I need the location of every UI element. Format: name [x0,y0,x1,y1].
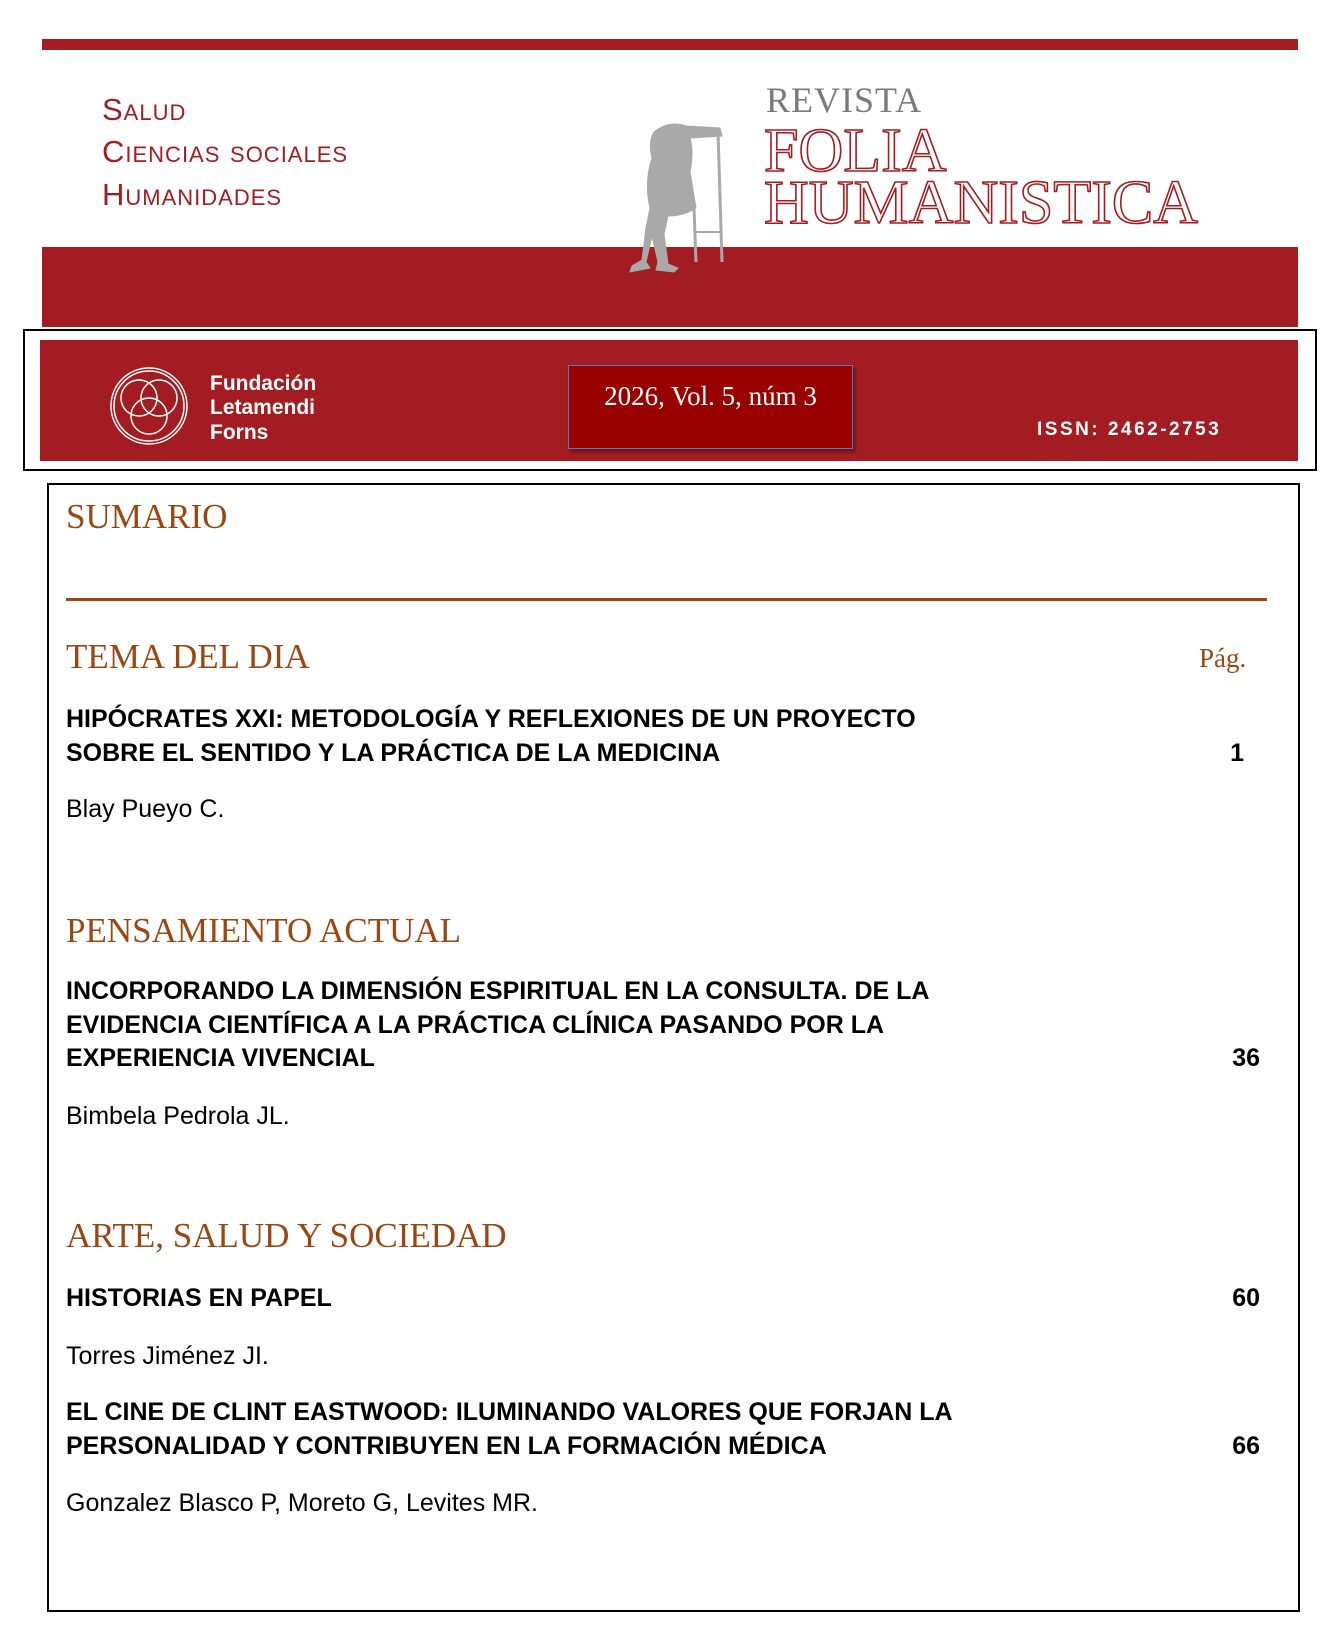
article-title[interactable]: HISTORIAS EN PAPEL [66,1284,332,1312]
article-title[interactable]: EXPERIENCIA VIVENCIAL [66,1044,375,1072]
article-page: 66 [1232,1432,1260,1460]
article-authors: Blay Pueyo C. [66,795,225,823]
article-page: 36 [1232,1044,1260,1072]
journal-prefix: REVISTA [766,80,923,120]
subject-salud: Salud [102,92,187,127]
journal-name-line2: HUMANISTICA [764,169,1198,237]
article-title[interactable]: EL CINE DE CLINT EASTWOOD: ILUMINANDO VALORES QUE FORJAN LA [66,1398,953,1426]
article-page: 60 [1232,1284,1260,1312]
article-title[interactable]: PERSONALIDAD Y CONTRIBUYEN EN LA FORMACIÓN MÉDICA [66,1432,827,1460]
article-authors: Bimbela Pedrola JL. [66,1102,290,1130]
journal-name-line1: FOLIA [764,117,947,185]
article-page: 1 [1230,739,1244,767]
top-rule [42,39,1298,50]
article-title[interactable]: EVIDENCIA CIENTÍFICA A LA PRÁCTICA CLÍNICA PASANDO POR LA [66,1011,885,1039]
article-authors: Torres Jiménez JI. [66,1342,269,1370]
thinker-figure-logo [624,112,760,274]
section-heading: ARTE, SALUD Y SOCIEDAD [66,1216,507,1255]
page-column-label: Pág. [1199,643,1247,673]
article-authors: Gonzalez Blasco P, Moreto G, Levites MR. [66,1489,538,1517]
subject-ciencias-sociales: Ciencias sociales [102,134,349,169]
summary-divider [66,598,1267,601]
article-title[interactable]: INCORPORANDO LA DIMENSIÓN ESPIRITUAL EN LA CONSULTA. DE LA [66,977,930,1005]
foundation-name-2: Letamendi [210,396,316,419]
issn: ISSN: 2462-2753 [1037,419,1222,440]
subject-humanidades: Humanidades [102,177,283,212]
article-title[interactable]: SOBRE EL SENTIDO Y LA PRÁCTICA DE LA MEDICINA [66,739,721,767]
issue-badge: 2026, Vol. 5, núm 3 [568,365,853,449]
foundation-logo-icon [106,366,192,446]
foundation-name-3: Forns [210,421,269,444]
foundation-name-1: Fundación [210,372,317,395]
section-heading: TEMA DEL DIA [66,637,310,676]
section-heading: PENSAMIENTO ACTUAL [66,911,462,950]
summary-title: SUMARIO [66,497,228,536]
article-title[interactable]: HIPÓCRATES XXI: METODOLOGÍA Y REFLEXIONES DE UN PROYECTO [66,705,916,733]
